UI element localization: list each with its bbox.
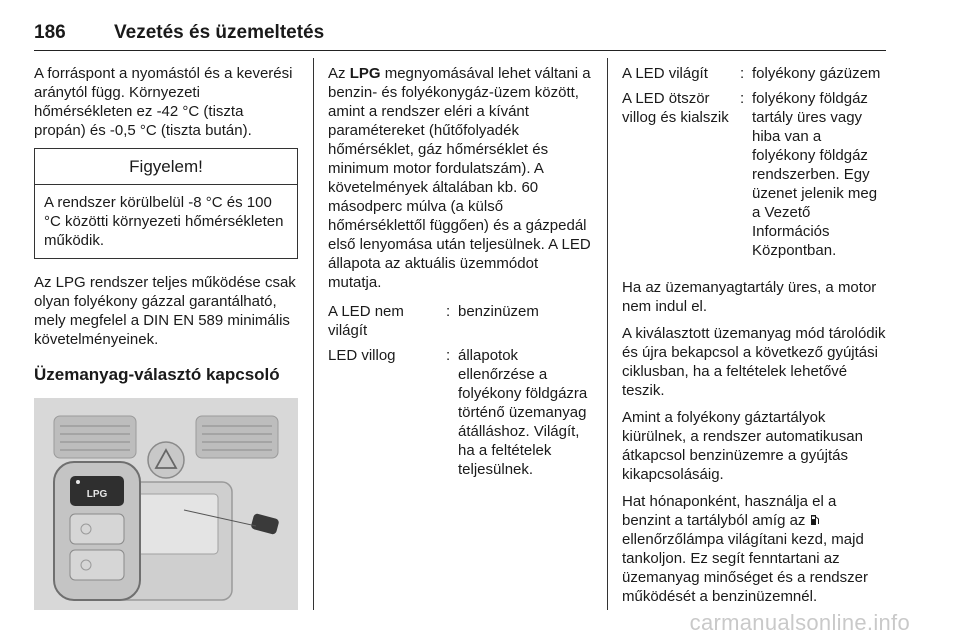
table-def: folyékony gázüzem	[752, 65, 881, 82]
lpg-switch-paragraph	[328, 64, 592, 292]
table-def: benzinüzem	[458, 303, 539, 320]
fuel-mode-paragraph: A kiválasztott üzemanyag mód tárolódik és újra bekapcsol a következő gyújtási ciklusban, ha a feltételek lehetővé teszik.	[622, 325, 886, 399]
fuel-selector-figure	[34, 398, 298, 610]
notice-title: Figyelem!	[35, 149, 297, 185]
text-rest: ellenőrzőlámpa világítani kezd, majd tankoljon. Ez segít fenntartani az üzemanyag minőséget és a rendszer működését a benzinüzemnél.	[622, 531, 868, 605]
table-def: állapotok ellenőrzése a folyékony földgázra történő üzemanyag átálláshoz. Világít, ha a feltételek teljesülnek.	[458, 347, 588, 478]
empty-tank-paragraph: Ha az üzemanyagtartály üres, a motor nem indul el.	[622, 279, 877, 315]
svg-text:LPG: LPG	[86, 489, 108, 500]
table-term: A LED világít	[622, 65, 708, 82]
led-status-table-cont	[622, 64, 888, 266]
section-title: Üzemanyag-választó kapcsoló	[34, 365, 280, 384]
table-sep: :	[446, 347, 451, 364]
led-status-table	[328, 302, 592, 485]
table-sep: :	[740, 65, 745, 82]
watermark: carmanualsonline.info	[689, 610, 910, 635]
six-month-paragraph	[622, 492, 888, 606]
dashboard-illustration	[34, 398, 298, 610]
text-rest: megnyomásával lehet váltani a benzin- és folyékonygáz-üzem között, amint a rendszer eléri a kívánt paramétereket (hűtőfolyadék hőmérséklet, gáz hőmérséklet és minimum motor fordulatszám). A követelmények általában kb. 60 másodperc múlva (a külső hőmérséklettől függően) és a gázpedál első lenyomása után teljesülnek. A LED állapota az aktuális üzemmódot mutatja.	[328, 65, 591, 291]
lpg-keyword: LPG	[349, 65, 381, 82]
text-prefix: Hat hónaponként, használja el a benzint a tartályból amíg az	[622, 493, 837, 529]
column-divider	[607, 58, 608, 610]
table-term: A LED ötször villog és kialszik	[622, 90, 729, 126]
table-def: folyékony földgáz tartály üres vagy hiba van a folyékony földgáz rendszerben. Egy üzenet jelenik meg a Vezető Információs Központban.	[752, 90, 878, 259]
auto-switch-paragraph: Amint a folyékony gáztartályok kiürülnek, a rendszer automatikusan átkapcsol benzinüzemre a gyújtás kikapcsolásáig.	[622, 409, 863, 483]
lpg-paragraph: Az LPG rendszer teljes működése csak olyan folyékony gázzal garantálható, mely megfelel a DIN EN 589 minimális követelményeinek.	[34, 274, 296, 348]
hazard-icon	[148, 442, 184, 478]
notice-body: A rendszer körülbelül -8 °C és 100 °C közötti környezeti hőmérsékleten működik.	[44, 194, 284, 249]
table-term: LED villog	[328, 347, 396, 364]
page-number: 186	[34, 22, 66, 43]
notice-box	[34, 148, 298, 259]
intro-paragraph: A forráspont a nyomástól és a keverési aránytól függ. Környezeti hőmérsékleten ez -42 °C (tiszta propán) és -0,5 °C (tiszta bután).	[34, 65, 293, 139]
column-2	[328, 64, 592, 489]
page-header	[34, 20, 886, 51]
column-divider	[313, 58, 314, 610]
table-sep: :	[446, 303, 451, 320]
table-sep: :	[740, 90, 745, 107]
fuel-pump-icon	[810, 514, 820, 526]
table-term: A LED nem világít	[328, 303, 404, 339]
column-1	[34, 64, 298, 610]
text-prefix: Az	[328, 65, 350, 82]
chapter-title: Vezetés és üzemeltetés	[114, 22, 325, 43]
column-3	[622, 64, 888, 614]
